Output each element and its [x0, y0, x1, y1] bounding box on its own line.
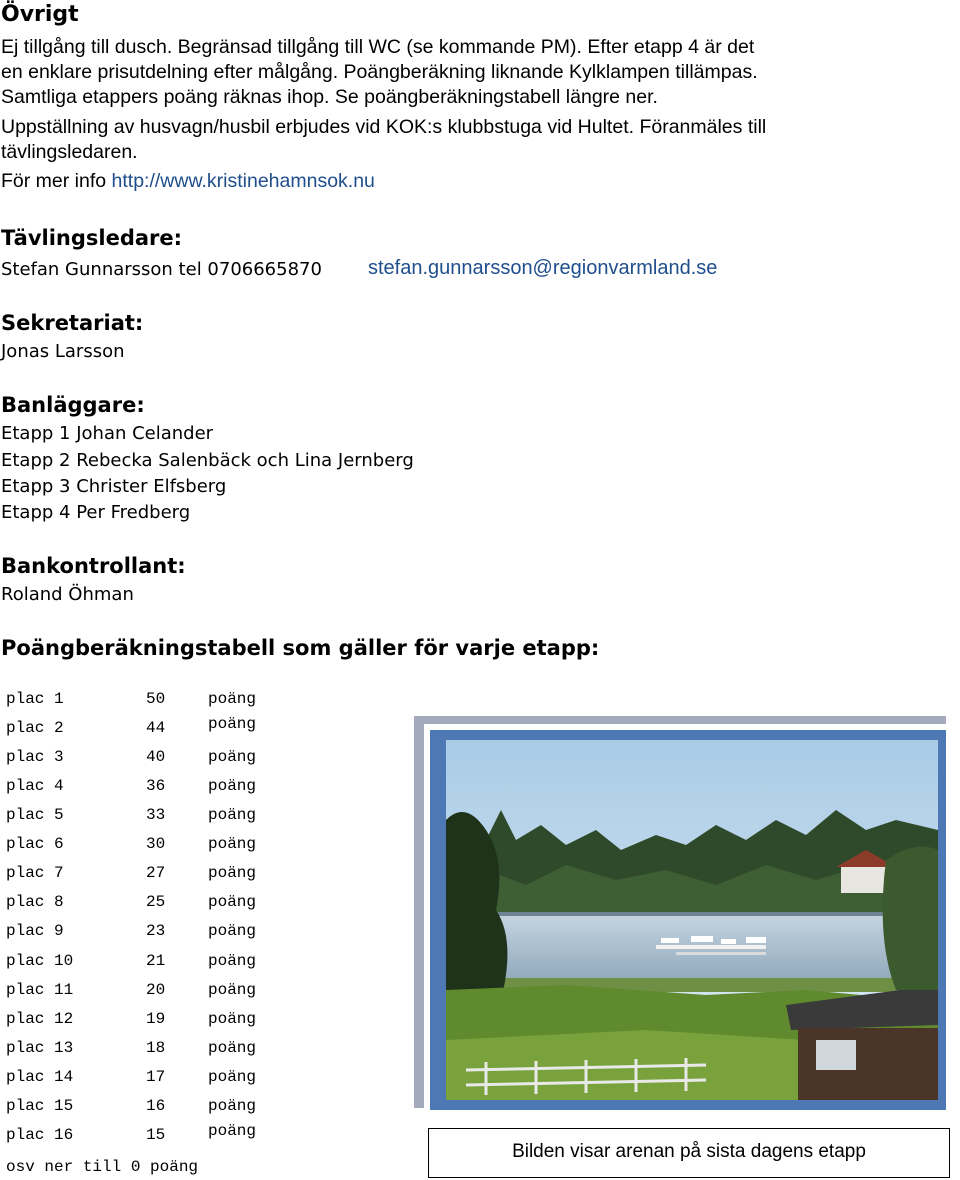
points-row-value: 16: [146, 1097, 166, 1115]
points-row-unit: poäng: [208, 1097, 257, 1115]
website-link[interactable]: http://www.kristinehamnsok.nu: [111, 170, 375, 192]
photo-caption: Bilden visar arenan på sista dagens etapp: [512, 1141, 866, 1162]
points-row-value: 17: [146, 1068, 166, 1086]
points-row-place: plac 5: [6, 806, 64, 824]
ovrigt-line-1: Ej tillgång till dusch. Begränsad tillgång till WC (se kommande PM). Efter etapp 4 är det: [1, 36, 755, 58]
points-row-place: plac 1: [6, 690, 64, 708]
points-row-unit: poäng: [208, 806, 257, 824]
section-heading-sekretariat: Sekretariat:: [1, 311, 144, 335]
points-row-unit: poäng: [208, 1068, 257, 1086]
points-row-value: 50: [146, 690, 166, 708]
points-row-unit: poäng: [208, 1010, 257, 1028]
points-row-value: 44: [146, 719, 166, 737]
points-row-unit: poäng: [208, 1039, 257, 1057]
points-row-place: plac 4: [6, 777, 64, 795]
points-row-place: plac 8: [6, 893, 64, 911]
points-row-place: plac 13: [6, 1039, 74, 1057]
arena-photo: [446, 740, 938, 1100]
ovrigt-line-4: Uppställning av husvagn/husbil erbjudes vid KOK:s klubbstuga vid Hultet. Föranmäles till: [1, 116, 767, 138]
points-row-unit: poäng: [208, 690, 257, 708]
points-row-place: plac 11: [6, 981, 74, 999]
points-row-place: plac 2: [6, 719, 64, 737]
points-row-value: 15: [146, 1126, 166, 1144]
points-row-unit: poäng: [208, 981, 257, 999]
points-row-value: 30: [146, 835, 166, 853]
info-label: För mer info: [1, 170, 112, 192]
points-row-unit: poäng: [208, 835, 257, 853]
points-row-value: 20: [146, 981, 166, 999]
points-row-unit: poäng: [208, 777, 257, 795]
sekretariat-name: Jonas Larsson: [1, 341, 125, 362]
points-row-place: plac 6: [6, 835, 64, 853]
tavlingsledare-contact: Stefan Gunnarsson tel 0706665870: [1, 259, 322, 280]
points-row-unit: poäng: [208, 715, 257, 733]
points-row-unit: poäng: [208, 893, 257, 911]
section-heading-ovrigt: Övrigt: [1, 2, 79, 27]
points-row-unit: poäng: [208, 864, 257, 882]
bankontrollant-name: Roland Öhman: [1, 584, 134, 605]
points-row-unit: poäng: [208, 922, 257, 940]
points-row-value: 40: [146, 748, 166, 766]
banlaggare-item: Etapp 4 Per Fredberg: [1, 502, 191, 523]
points-row-unit: poäng: [208, 748, 257, 766]
info-line: [1, 170, 375, 193]
points-row-place: plac 3: [6, 748, 64, 766]
points-row-place: plac 7: [6, 864, 64, 882]
points-row-place: plac 14: [6, 1068, 74, 1086]
section-heading-banlaggare: Banläggare:: [1, 393, 145, 417]
banlaggare-item: Etapp 3 Christer Elfsberg: [1, 476, 227, 497]
points-row-unit: poäng: [208, 952, 257, 970]
ovrigt-line-2: en enklare prisutdelning efter målgång. Poängberäkning liknande Kylklampen tillämpas.: [1, 61, 758, 83]
points-row-place: plac 12: [6, 1010, 74, 1028]
points-row-value: 23: [146, 922, 166, 940]
banlaggare-item: Etapp 2 Rebecka Salenbäck och Lina Jernberg: [1, 450, 414, 471]
ovrigt-line-5: tävlingsledaren.: [1, 141, 138, 163]
points-row-value: 25: [146, 893, 166, 911]
tavlingsledare-email-link[interactable]: stefan.gunnarsson@regionvarmland.se: [368, 257, 718, 279]
points-row-value: 19: [146, 1010, 166, 1028]
section-heading-tavlingsledare: Tävlingsledare:: [1, 226, 183, 250]
section-heading-bankontrollant: Bankontrollant:: [1, 554, 186, 578]
points-row-place: plac 9: [6, 922, 64, 940]
points-row-value: 27: [146, 864, 166, 882]
ovrigt-line-3: Samtliga etappers poäng räknas ihop. Se poängberäkningstabell längre ner.: [1, 86, 658, 108]
points-row-value: 36: [146, 777, 166, 795]
points-row-place: plac 10: [6, 952, 74, 970]
points-row-value: 33: [146, 806, 166, 824]
points-footer: osv ner till 0 poäng: [6, 1158, 199, 1176]
points-row-place: plac 15: [6, 1097, 74, 1115]
points-row-value: 18: [146, 1039, 166, 1057]
section-heading-points-table: Poängberäkningstabell som gäller för varje etapp:: [1, 636, 600, 660]
photo-caption-box: [428, 1128, 950, 1178]
banlaggare-item: Etapp 1 Johan Celander: [1, 423, 214, 444]
points-row-value: 21: [146, 952, 166, 970]
points-row-place: plac 16: [6, 1126, 74, 1144]
points-row-unit: poäng: [208, 1122, 257, 1140]
